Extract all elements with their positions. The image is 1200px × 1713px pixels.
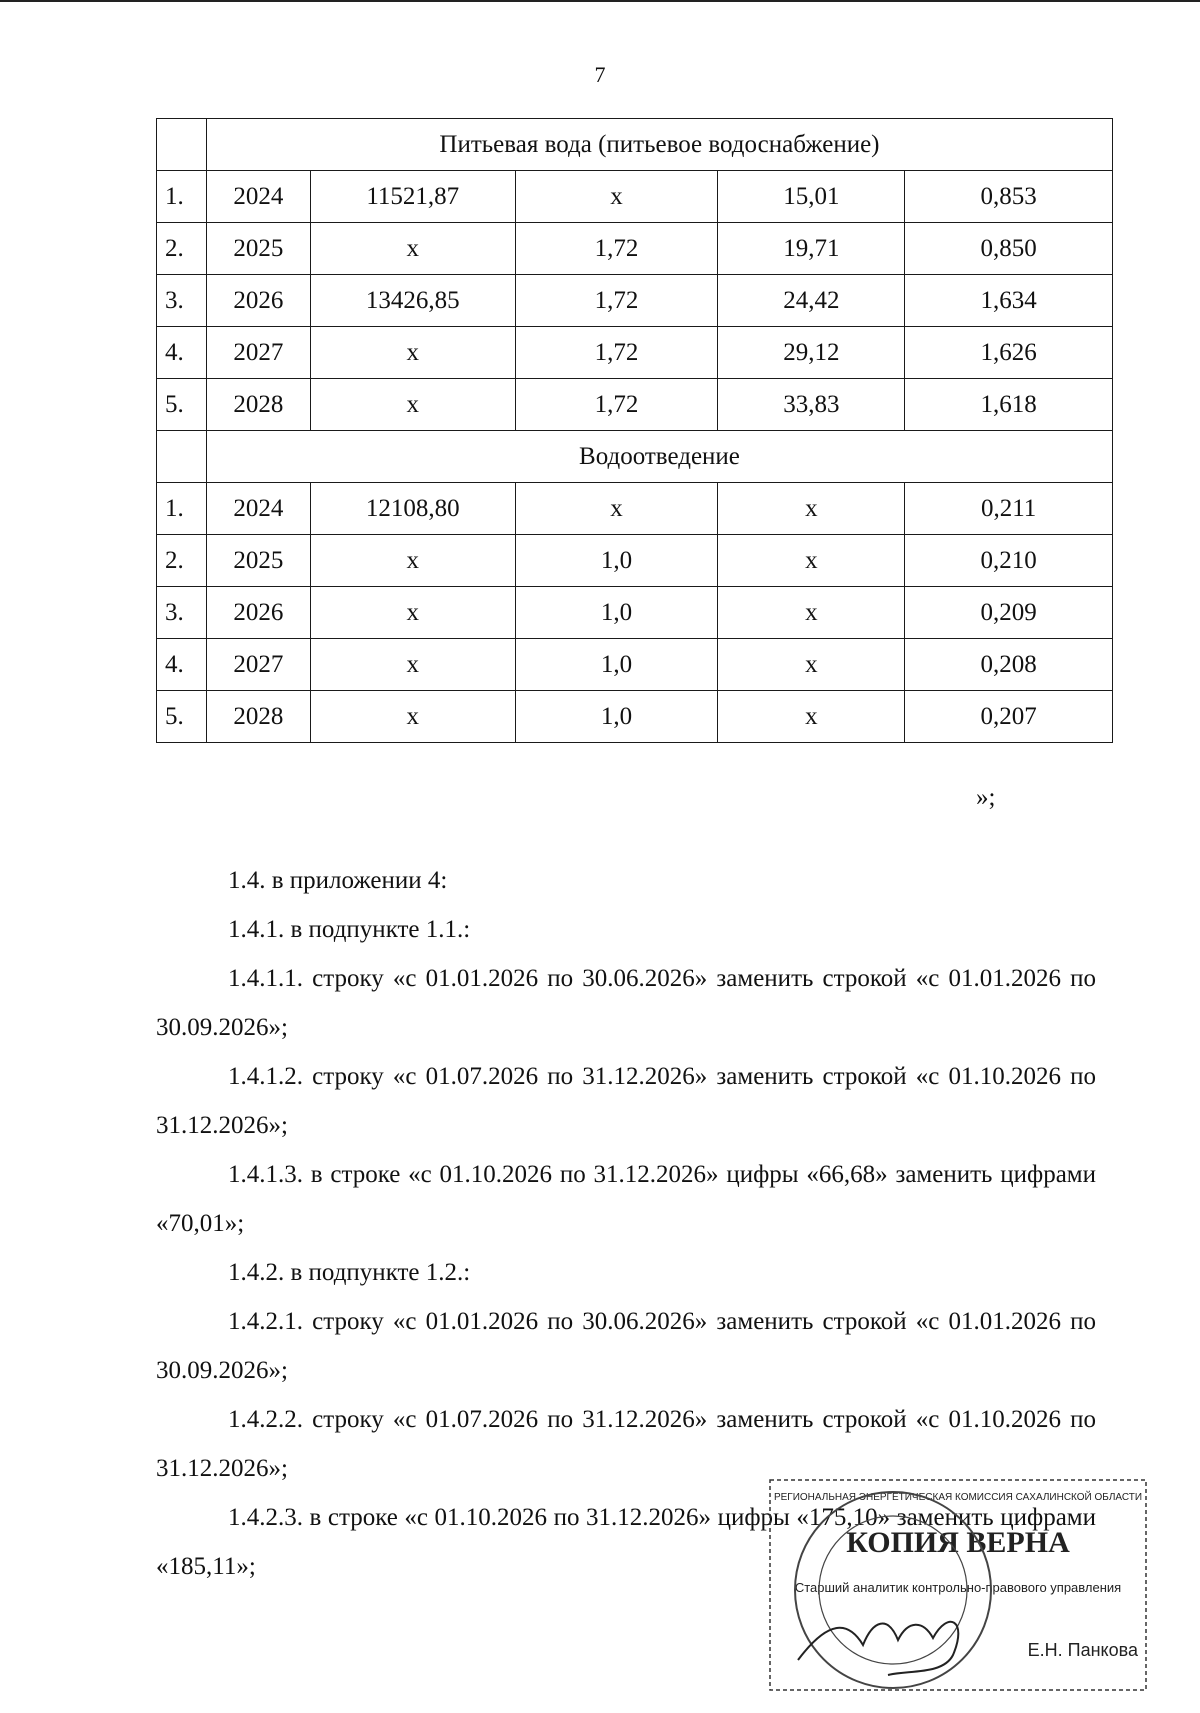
table-row — [157, 171, 1113, 223]
section-title: Водоотведение — [206, 431, 1112, 483]
table-row — [157, 379, 1113, 431]
stamp-position: Старший аналитик контрольно-правового управления — [794, 1580, 1122, 1595]
table-cell: 2025 — [206, 223, 310, 275]
stamp-name: Е.Н. Панкова — [1027, 1640, 1138, 1660]
paragraph: 1.4.2.1. строку «с 01.01.2026 по 30.06.2026» заменить строкой «с 01.01.2026 по 30.09.2026»; — [156, 1308, 1096, 1384]
stamp-header: РЕГИОНАЛЬНАЯ ЭНЕРГЕТИЧЕСКАЯ КОМИССИЯ САХАЛИНСКОЙ ОБЛАСТИ — [773, 1492, 1143, 1503]
table-cell: 24,42 — [718, 275, 905, 327]
closing-quote: »; — [976, 784, 996, 811]
table-cell: 5. — [157, 379, 207, 431]
table-cell: 1,72 — [515, 223, 718, 275]
table-cell: 1,0 — [515, 639, 718, 691]
table-cell: х — [718, 639, 905, 691]
table-cell: х — [515, 171, 718, 223]
table-cell: 2025 — [206, 535, 310, 587]
table-cell: х — [310, 379, 515, 431]
table-cell: 1,72 — [515, 275, 718, 327]
table-cell: 0,209 — [905, 587, 1113, 639]
table-row — [157, 275, 1113, 327]
table-cell: х — [310, 327, 515, 379]
table-cell: 29,12 — [718, 327, 905, 379]
table-cell: х — [310, 639, 515, 691]
table-row — [157, 223, 1113, 275]
table-cell: 1,72 — [515, 327, 718, 379]
table-cell: 2026 — [206, 587, 310, 639]
section-title: Питьевая вода (питьевое водоснабжение) — [206, 119, 1112, 171]
table-cell: 2024 — [206, 483, 310, 535]
table-cell: 2027 — [206, 639, 310, 691]
page-number: 7 — [594, 62, 606, 87]
table-cell: х — [515, 483, 718, 535]
table-cell: 1,618 — [905, 379, 1113, 431]
section-header-row — [157, 119, 1113, 171]
table-cell: 1,0 — [515, 587, 718, 639]
table-cell: 13426,85 — [310, 275, 515, 327]
copy-certified-stamp — [768, 1470, 1148, 1700]
table-row — [157, 327, 1113, 379]
table-cell: х — [718, 587, 905, 639]
table-cell: 2. — [157, 223, 207, 275]
table-cell: 2. — [157, 535, 207, 587]
table-cell: х — [310, 587, 515, 639]
table-cell: х — [310, 691, 515, 743]
table-cell: 15,01 — [718, 171, 905, 223]
paragraph: 1.4.1.2. строку «с 01.07.2026 по 31.12.2026» заменить строкой «с 01.10.2026 по 31.12.2026»; — [156, 1063, 1096, 1139]
table-cell: 2028 — [206, 691, 310, 743]
table-cell: 2027 — [206, 327, 310, 379]
table-cell: х — [718, 483, 905, 535]
table-cell: 4. — [157, 639, 207, 691]
table-row — [157, 639, 1113, 691]
table-cell: 1,0 — [515, 691, 718, 743]
table-cell: 19,71 — [718, 223, 905, 275]
table-cell: 33,83 — [718, 379, 905, 431]
section-header-row — [157, 431, 1113, 483]
paragraph: 1.4.1.1. строку «с 01.01.2026 по 30.06.2026» заменить строкой «с 01.01.2026 по 30.09.2026»; — [156, 965, 1096, 1041]
table-cell: 1,0 — [515, 535, 718, 587]
paragraph: 1.4.2. в подпункте 1.2.: — [228, 1259, 471, 1286]
paragraph: 1.4.1.3. в строке «с 01.10.2026 по 31.12.2026» цифры «66,68» заменить цифрами «70,01»; — [156, 1161, 1096, 1237]
top-rule — [0, 0, 1200, 2]
table-cell: 1. — [157, 483, 207, 535]
empty-cell — [157, 431, 207, 483]
table-cell: 2028 — [206, 379, 310, 431]
empty-cell — [157, 119, 207, 171]
table-cell: 11521,87 — [310, 171, 515, 223]
table-cell: х — [310, 223, 515, 275]
table-cell: 3. — [157, 587, 207, 639]
table-row — [157, 587, 1113, 639]
table-cell: 1. — [157, 171, 207, 223]
table-cell: 12108,80 — [310, 483, 515, 535]
paragraph: 1.4.2.2. строку «с 01.07.2026 по 31.12.2026» заменить строкой «с 01.10.2026 по 31.12.2026»; — [156, 1406, 1096, 1482]
table-cell: 0,853 — [905, 171, 1113, 223]
table-cell: 0,207 — [905, 691, 1113, 743]
table-cell: 1,72 — [515, 379, 718, 431]
signature-icon — [798, 1622, 958, 1675]
table-cell: 1,634 — [905, 275, 1113, 327]
table-cell: х — [718, 691, 905, 743]
table-cell: х — [718, 535, 905, 587]
table-row — [157, 483, 1113, 535]
table-cell: 1,626 — [905, 327, 1113, 379]
table-cell: 2026 — [206, 275, 310, 327]
paragraph: 1.4.1. в подпункте 1.1.: — [228, 916, 471, 943]
tariff-table — [156, 118, 1113, 743]
paragraph: 1.4.2.3. в строке «с 01.10.2026 по 31.12.2026» цифры «175,10» заменить цифрами «185,11»; — [156, 1504, 1096, 1580]
table-row — [157, 691, 1113, 743]
stamp-title: КОПИЯ ВЕРНА — [846, 1526, 1070, 1559]
table-cell: 4. — [157, 327, 207, 379]
table-cell: 0,210 — [905, 535, 1113, 587]
table-cell: 2024 — [206, 171, 310, 223]
table-cell: 5. — [157, 691, 207, 743]
table-row — [157, 535, 1113, 587]
table-cell: 0,211 — [905, 483, 1113, 535]
table-cell: 3. — [157, 275, 207, 327]
table-cell: 0,850 — [905, 223, 1113, 275]
table-cell: 0,208 — [905, 639, 1113, 691]
paragraph: 1.4. в приложении 4: — [228, 867, 448, 894]
table-cell: х — [310, 535, 515, 587]
